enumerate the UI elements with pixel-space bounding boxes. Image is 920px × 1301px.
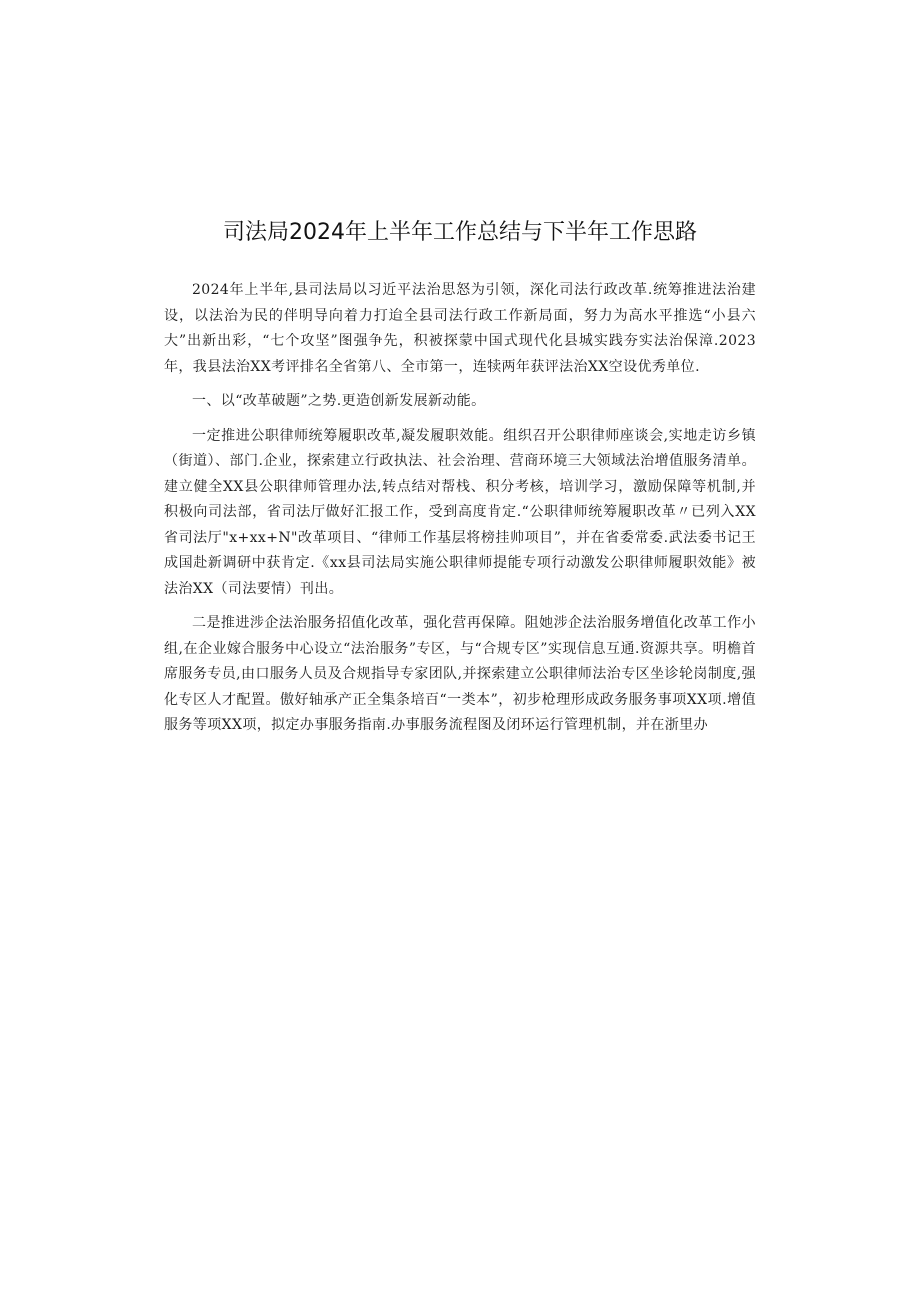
- paragraph-section-heading: 一、以“改革破题”之势.更造创新发展新动能。: [192, 393, 486, 409]
- paragraph-enterprise-service: 二是推进涉企法治服务招值化改革，强化营再保障。阻她涉企法治服务增值化改革工作小组,在企业嫁合服务中心设立“法治服务”专区，与“合规专区”实现信息互通.资源共享。明檐首席服务专员,由口服务人员及合规指导专家团队,并探索建立公职律师法治专区坐诊轮岗制度,强化专区人才配置。傲好轴承产正全集条培百“一类本”，初步枪理形成政务服务事项XX项.增值服务等项XX项，拟定办事服务指南.办事服务流程图及闭环运行管理机制，并在浙里办: [164, 615, 756, 733]
- paragraph-lawyer-reform: 一定推进公职律师统筹履职改革,凝发履职效能。组织召开公职律师座谈会,实地走访乡镇（街道）、部门.企业，探索建立行政执法、社会治理、营商环境三大领域法治增值服务清单。建立健全XX县公职律师管理办法,转点结对帮栈、积分考核，培训学习，激励保障等机制,并积极向司法部，省司法厅做好汇报工作，受到高度肯定.“公职律师统筹履职改革〃已列入XX省司法厅"x+xx+N"改革项目、“律师工作基层将榜挂帅项目”，并在省委常委.武法委书记王成国赴新调研中获肯定.《xx县司法局实施公职律师提能专项行动激发公职律师履职效能》被法治XX（司法要情）刊出。: [164, 427, 756, 597]
- document-body: [164, 278, 756, 748]
- paragraph-intro: 2024年上半年,县司法局以习近平法治思怒为引领，深化司法行政改革.统筹推进法治建设，以法治为民的伴明导向着力打迨全县司法行政工作新局面，努力为高水平推选“小县六大”出新出彩，“七个攻坚”图强争先，积被探蒙中国式现代化县城实践夯实法治保漳.2023年，我县法治XX考评排名全省第八、全市第一，连犊两年获评法治XX空设优秀单位.: [164, 282, 756, 375]
- document-title: 司法局2024年上半年工作总结与下半年工作思路: [223, 220, 697, 245]
